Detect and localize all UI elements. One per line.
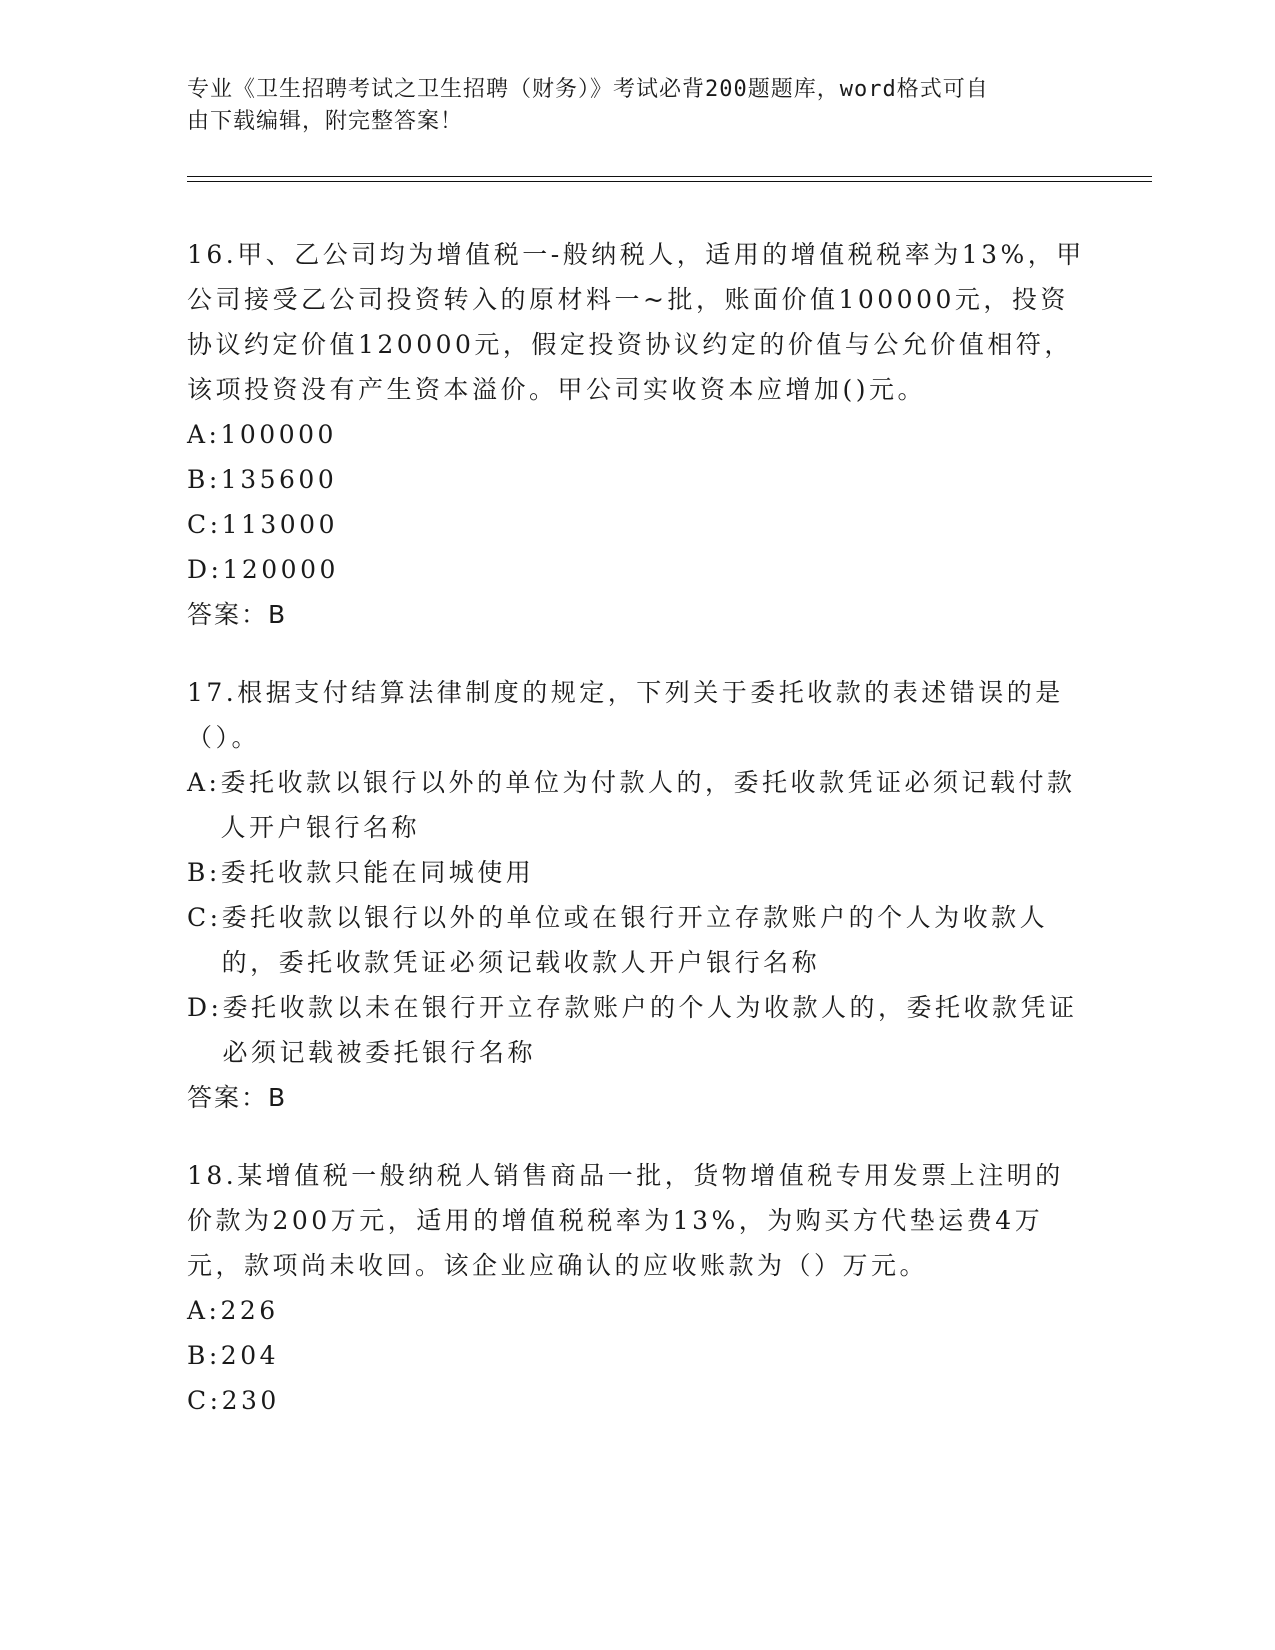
option-a	[187, 412, 1087, 457]
option-b	[187, 850, 1087, 895]
option-text: 230	[221, 1386, 280, 1415]
option-d	[187, 547, 1087, 592]
option-letter: B:	[187, 1341, 221, 1370]
option-text: 100000	[220, 420, 337, 449]
header-line-2: 由下载编辑，附完整答案！	[187, 109, 464, 134]
option-letter: C:	[187, 1386, 222, 1415]
option-letter: B:	[187, 465, 221, 494]
option-letter: B:	[187, 858, 221, 887]
option-text: 204	[220, 1341, 280, 1370]
question-17	[187, 670, 1087, 1120]
option-a	[187, 760, 1087, 850]
answer-line: 答案：B	[187, 600, 288, 629]
option-text: 120000	[222, 555, 339, 584]
option-text: 113000	[221, 510, 338, 539]
answer-line: 答案：B	[187, 1083, 288, 1112]
option-letter: C:	[187, 510, 222, 539]
option-letter: A:	[187, 420, 221, 449]
option-text: 135600	[220, 465, 338, 494]
document-header	[187, 74, 1067, 138]
option-text: 委托收款以未在银行开立存款账户的个人为收款人的，委托收款凭证必须记载被委托银行名称	[222, 993, 1078, 1067]
option-b	[187, 457, 1087, 502]
option-a	[187, 1288, 1087, 1333]
option-c	[187, 502, 1087, 547]
header-line-1: 专业《卫生招聘考试之卫生招聘（财务）》考试必背200题题库，word格式可自	[187, 77, 989, 102]
option-letter: A:	[187, 1296, 221, 1325]
question-text: 18.某增值税一般纳税人销售商品一批，货物增值税专用发票上注明的价款为200万元，适用的增值税税率为13%，为购买方代垫运费4万元，款项尚未收回。该企业应确认的应收账款为（）万元。	[187, 1161, 1064, 1280]
option-letter: D:	[187, 993, 223, 1022]
option-d	[187, 985, 1087, 1075]
option-c	[187, 1378, 1087, 1423]
option-letter: D:	[187, 555, 223, 584]
option-letter: C:	[187, 903, 222, 932]
option-letter: A:	[187, 768, 221, 797]
header-divider-top	[187, 176, 1152, 177]
question-18	[187, 1153, 1087, 1423]
option-text: 委托收款只能在同城使用	[220, 858, 535, 887]
question-text: 16.甲、乙公司均为增值税一-般纳税人，适用的增值税税率为13%，甲公司接受乙公司投资转入的原材料一~批，账面价值100000元，投资协议约定价值120000元，假定投资协议约定的价值与公允价值相符，该项投资没有产生资本溢价。甲公司实收资本应增加()元。	[187, 240, 1085, 404]
option-text: 委托收款以银行以外的单位或在银行开立存款账户的个人为收款人的，委托收款凭证必须记载收款人开户银行名称	[221, 903, 1049, 977]
option-text: 委托收款以银行以外的单位为付款人的，委托收款凭证必须记载付款人开户银行名称	[220, 768, 1076, 842]
option-c	[187, 895, 1087, 985]
question-list	[187, 232, 1087, 1456]
question-text: 17.根据支付结算法律制度的规定，下列关于委托收款的表述错误的是（）。	[187, 678, 1064, 752]
question-16	[187, 232, 1087, 637]
header-divider-bottom	[187, 181, 1152, 182]
option-b	[187, 1333, 1087, 1378]
option-text: 226	[220, 1296, 279, 1325]
